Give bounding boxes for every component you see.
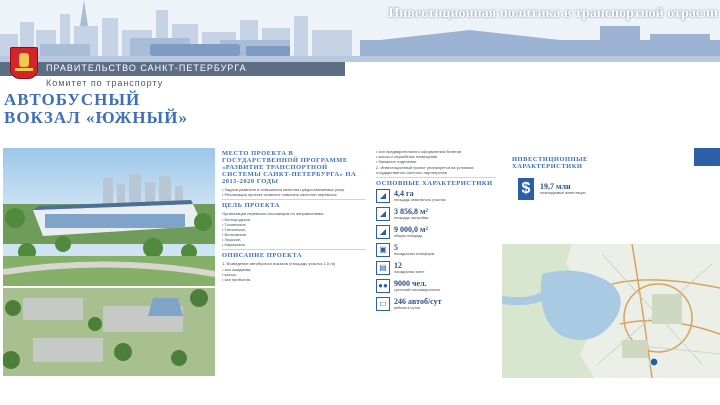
stat-land-area	[376, 189, 500, 203]
list-item: • кассы и служебные помещения	[376, 154, 438, 159]
divider	[222, 249, 366, 250]
program-section-title: МЕСТО ПРОЕКТА В ГОСУДАРСТВЕННОЙ ПРОГРАММЕ «РАЗВИТИЕ ТРАНСПОРТНОЙ СИСТЕМЫ САНКТ-ПЕТЕРБУРГА» НА 2015-2020 ГОДЫ	[222, 150, 357, 185]
divider	[376, 177, 496, 178]
building-area-icon: ◢	[376, 207, 390, 221]
floor-area-icon: ◢	[376, 225, 390, 239]
platform-icon: ▤	[376, 261, 390, 275]
goal-section-title: ЦЕЛЬ ПРОЕКТА	[222, 202, 280, 209]
stat-label: площадь застройки	[394, 216, 429, 220]
stat-passengers	[376, 279, 500, 293]
list-item: • багажное отделение	[376, 159, 417, 164]
list-item: • Волховское,	[222, 232, 248, 237]
project-title-line-1: АВТОБУСНЫЙ	[4, 90, 141, 109]
location-map-illustration	[502, 244, 720, 378]
government-title: ПРАВИТЕЛЬСТВО САНКТ-ПЕТЕРБУРГА	[46, 63, 247, 73]
area-icon: ◢	[376, 189, 390, 203]
list-item: • Киришское.	[222, 242, 247, 247]
divider	[222, 199, 366, 200]
stat-value: 9000 чел.	[394, 279, 427, 288]
stat-platforms	[376, 243, 500, 257]
list-item: • Задача развития и повышения качества предоставляемых услуг	[222, 187, 345, 192]
investment-block	[508, 148, 628, 244]
project-title-line-2: ВОКЗАЛ «ЮЖНЫЙ»	[4, 108, 188, 127]
stat-label: посадочных мест	[394, 270, 425, 274]
investment-section-title: ИНВЕСТИЦИОННЫЕ ХАРАКТЕРИСТИКИ	[512, 156, 588, 170]
location-map	[502, 244, 720, 378]
bus-icon: ▣	[376, 243, 390, 257]
list-item: • зал ожидания;	[222, 267, 252, 272]
stat-label: посадочных платформ	[394, 252, 435, 256]
goal-bullets	[222, 217, 366, 247]
investment-row	[518, 178, 628, 200]
investment-value: 19,7 млн	[540, 182, 571, 192]
list-item: • Лужское,	[222, 237, 242, 242]
characteristics-section-title: ОСНОВНЫЕ ХАРАКТЕРИСТИКИ	[376, 180, 493, 187]
coat-of-arms-icon	[10, 47, 38, 79]
stat-building-area	[376, 207, 500, 221]
stat-total-area	[376, 225, 500, 239]
project-description-column	[218, 148, 370, 378]
goal-text: Организация перевозок пассажиров по направлениям:	[222, 211, 325, 216]
list-item: • Реализация проекта позволит повысить качество перевозок	[222, 192, 337, 197]
stat-value: 5	[394, 243, 398, 252]
investment-and-map-column	[502, 148, 720, 378]
stat-value: 246 автоб/сут	[394, 297, 442, 306]
stat-value: 3 856,8 м²	[394, 207, 428, 216]
program-bullets	[222, 187, 366, 197]
stat-value: 9 000,0 м²	[394, 225, 428, 234]
characteristics-column	[372, 148, 500, 378]
description-text: 1. Возведение автобусного вокзала (площадь участка 1,5 га)	[222, 261, 336, 266]
location-pin-icon	[650, 358, 658, 366]
committee-name: Комитет по транспорту	[46, 78, 164, 88]
trips-icon: ▭	[376, 297, 390, 311]
list-item: • кассы;	[222, 272, 237, 277]
bus-station-render	[3, 148, 215, 376]
stat-label: рейсов в сутки	[394, 306, 420, 310]
project-title	[4, 91, 188, 127]
passengers-icon: ●●	[376, 279, 390, 293]
stat-label: площадь земельного участка	[394, 198, 446, 202]
investment-label: планируемые инвестиции	[540, 191, 586, 196]
description-section-title: ОПИСАНИЕ ПРОЕКТА	[222, 252, 303, 259]
bus-station-illustration	[3, 148, 215, 376]
partnership-text: 2. Инвестиционный проект реализуется на условиях государственно-частного партнерства	[376, 165, 474, 175]
list-item: • Белгородское,	[222, 217, 252, 222]
dollar-icon: $	[518, 178, 534, 200]
list-item: • зал предварительного оформления билетов	[376, 149, 462, 154]
list-item: • зал прибытия.	[222, 277, 252, 282]
slide-title: Инвестиционная политика в транспортной отрасли	[388, 6, 718, 21]
stat-value: 4,4 га	[394, 189, 414, 198]
list-item: • Тосненское,	[222, 222, 247, 227]
description-bullets	[222, 267, 366, 282]
stat-trips	[376, 297, 500, 311]
stat-seats	[376, 261, 500, 275]
slide-header	[0, 0, 720, 62]
stat-label: общая площадь	[394, 234, 423, 238]
stat-value: 12	[394, 261, 402, 270]
stat-label: суточный пассажиропоток	[394, 288, 441, 292]
premises-bullets	[376, 149, 496, 164]
list-item: • Гатчинское,	[222, 227, 247, 232]
